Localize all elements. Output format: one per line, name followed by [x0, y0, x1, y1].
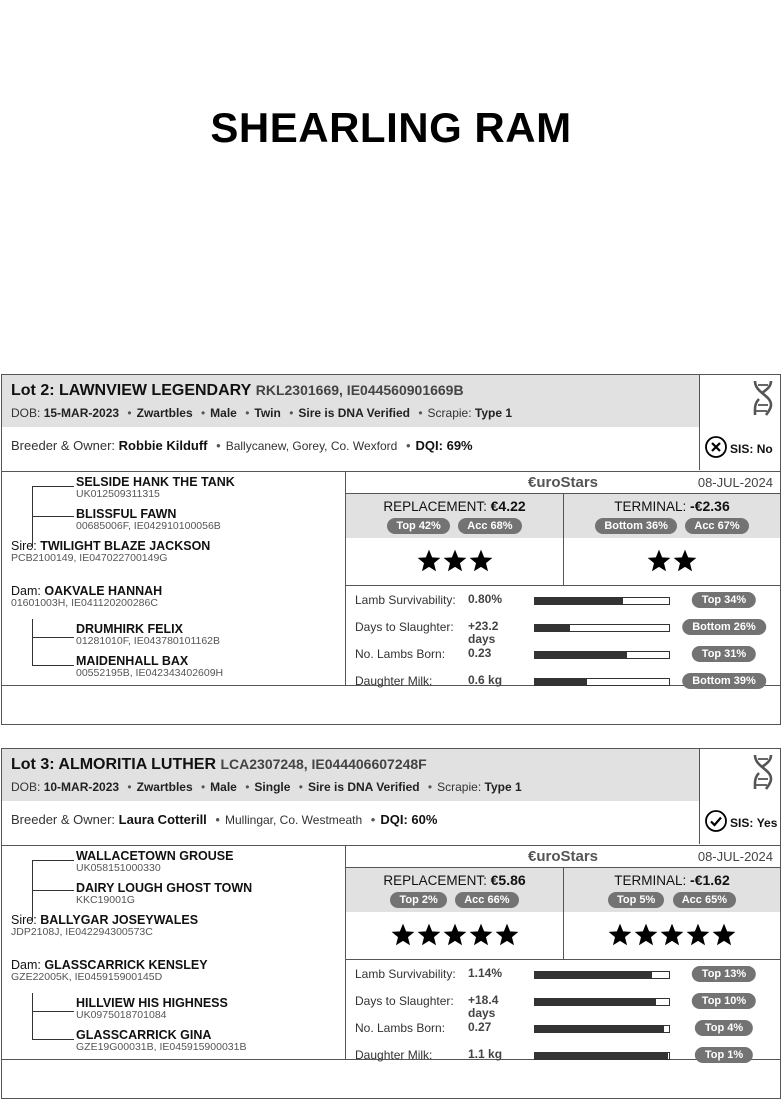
eurostars-panel [346, 846, 780, 1060]
trait-rank-badge: Top 34% [692, 592, 756, 608]
trait-rank-badge: Top 4% [695, 1020, 753, 1036]
breeder-name: Robbie Kilduff [118, 438, 208, 453]
trait-row [346, 1044, 780, 1066]
lot-card-2 [1, 748, 781, 1099]
terminal-stars [564, 538, 780, 584]
birth-type-value: Single [254, 780, 291, 794]
trait-bar [534, 624, 670, 632]
dna-status: Sire is DNA Verified [298, 406, 410, 420]
star-icon [416, 548, 442, 574]
trait-value: 0.6 kg [468, 673, 503, 687]
pedigree-sire-sire: WALLACETOWN GROUSE UK058151000330 [76, 849, 234, 874]
pedigree-sire: Sire: BALLYGAR JOSEYWALES JDP2108J, IE042294300573C [11, 913, 199, 938]
lot-meta: DOB: 15-MAR-2023 • Zwartbles • Male • Twin • Sire is DNA Verified • Scrapie: Type 1 [11, 406, 513, 420]
terminal-stars [564, 912, 780, 958]
trait-label: Days to Slaughter: [355, 994, 454, 1008]
replacement-value: €4.22 [490, 498, 526, 514]
star-icon [390, 922, 416, 948]
lot-title: Lot 2: LAWNVIEW LEGENDARY RKL2301669, IE044560901669B [11, 382, 464, 399]
terminal-acc-badge: Acc 67% [685, 518, 748, 534]
terminal-index: TERMINAL: -€2.36 Bottom 36% Acc 67% [564, 494, 780, 586]
lot-header [2, 375, 780, 472]
trait-row [346, 990, 780, 1020]
breed-value: Zwartbles [136, 780, 193, 794]
sex-value: Male [210, 406, 237, 420]
star-icon [442, 548, 468, 574]
terminal-rank-badge: Top 5% [608, 892, 664, 908]
star-icon [685, 922, 711, 948]
trait-bar-fill [535, 679, 587, 685]
trait-bar-fill [535, 999, 656, 1005]
lot-card-1 [1, 374, 781, 725]
trait-bar-fill [535, 972, 652, 978]
trait-row [346, 589, 780, 611]
dqi-value: 60% [411, 812, 438, 827]
trait-value: +18.4 days [468, 993, 499, 1020]
star-icon [659, 922, 685, 948]
pedigree-sire-sire: SELSIDE HANK THE TANK UK012509311315 [76, 475, 235, 500]
pedigree-dam-dam: GLASSCARRICK GINA GZE19G00031B, IE045915900031B [76, 1028, 247, 1053]
breed-value: Zwartbles [136, 406, 193, 420]
replacement-rank-badge: Top 2% [390, 892, 446, 908]
replacement-stars [346, 538, 563, 584]
replacement-index: REPLACEMENT: €5.86 Top 2% Acc 66% [346, 868, 564, 960]
star-icon [494, 922, 520, 948]
terminal-index: TERMINAL: -€1.62 Top 5% Acc 65% [564, 868, 780, 960]
replacement-value: €5.86 [490, 872, 526, 888]
trait-label: No. Lambs Born: [355, 1021, 446, 1035]
trait-bar [534, 597, 670, 605]
trait-bar [534, 651, 670, 659]
pedigree [2, 472, 346, 686]
pedigree-sire-dam: DAIRY LOUGH GHOST TOWN KKC19001G [76, 881, 253, 906]
breeder-location: Ballycanew, Gorey, Co. Wexford [225, 439, 398, 453]
scrapie-value: Type 1 [484, 780, 522, 794]
star-icon [711, 922, 737, 948]
trait-label: Days to Slaughter: [355, 620, 454, 634]
breeder-line: Breeder & Owner: Laura Cotterill • Mullingar, Co. Westmeath • DQI: 60% [11, 812, 438, 827]
pedigree-sire: Sire: TWILIGHT BLAZE JACKSON PCB2100149, IE047022700149G [11, 539, 211, 564]
trait-rank-badge: Top 1% [695, 1047, 753, 1063]
breeder-location: Mullingar, Co. Westmeath [224, 813, 363, 827]
terminal-acc-badge: Acc 65% [673, 892, 736, 908]
star-icon [646, 548, 672, 574]
eurostars-logo: €uroStars [527, 848, 599, 865]
trait-label: Daughter Milk: [355, 674, 433, 688]
trait-row [346, 670, 780, 692]
pedigree-dam: Dam: GLASSCARRICK KENSLEY GZE22005K, IE045915900145D [11, 958, 208, 983]
x-circle-icon [704, 435, 728, 459]
star-icon [468, 548, 494, 574]
breeder-line: Breeder & Owner: Robbie Kilduff • Ballycanew, Gorey, Co. Wexford • DQI: 69% [11, 438, 473, 453]
trait-rank-badge: Top 10% [692, 993, 756, 1009]
star-icon [672, 548, 698, 574]
sis-status: SIS: Yes [704, 809, 777, 836]
trait-bar-fill [535, 652, 627, 658]
pedigree-dam-sire: DRUMHIRK FELIX 01281010F, IE043780101162B [76, 622, 221, 647]
trait-row [346, 963, 780, 985]
lot-header [2, 749, 780, 846]
sis-status: SIS: No [704, 435, 773, 462]
trait-value: +23.2 days [468, 619, 499, 646]
replacement-stars [346, 912, 563, 958]
eurostars-date: 08-JUL-2024 [697, 849, 773, 864]
trait-bar [534, 971, 670, 979]
lot-title: Lot 3: ALMORITIA LUTHER LCA2307248, IE044406607248F [11, 756, 427, 773]
pedigree-dam-sire: HILLVIEW HIS HIGHNESS UK0975018701084 [76, 996, 228, 1021]
star-icon [442, 922, 468, 948]
star-icon [416, 922, 442, 948]
eurostars-date: 08-JUL-2024 [697, 475, 773, 490]
star-icon [468, 922, 494, 948]
dqi-value: 69% [446, 438, 473, 453]
trait-bar-fill [535, 598, 623, 604]
dob-value: 15-MAR-2023 [43, 406, 120, 420]
sis-value: No [756, 441, 773, 456]
dna-status: Sire is DNA Verified [307, 780, 420, 794]
trait-bar-fill [535, 1026, 664, 1032]
check-circle-icon [704, 809, 728, 833]
trait-rank-badge: Top 13% [692, 966, 756, 982]
replacement-acc-badge: Acc 66% [455, 892, 518, 908]
pedigree-dam-dam: MAIDENHALL BAX 00552195B, IE042343402609H [76, 654, 224, 679]
trait-label: Daughter Milk: [355, 1048, 433, 1062]
trait-bar [534, 678, 670, 686]
trait-value: 0.80% [468, 592, 503, 606]
dna-icon [750, 753, 776, 791]
trait-row [346, 1017, 780, 1039]
lot-meta: DOB: 10-MAR-2023 • Zwartbles • Male • Single • Sire is DNA Verified • Scrapie: Type 1 [11, 780, 522, 794]
trait-rank-badge: Top 31% [692, 646, 756, 662]
trait-row [346, 616, 780, 646]
trait-value: 1.1 kg [468, 1047, 503, 1061]
sis-value: Yes [756, 815, 778, 830]
trait-label: Lamb Survivability: [355, 967, 456, 981]
trait-bar-fill [535, 625, 570, 631]
eurostars-logo: €uroStars [527, 474, 599, 491]
star-icon [607, 922, 633, 948]
trait-bar [534, 1052, 670, 1060]
trait-bar-fill [535, 1053, 668, 1059]
pedigree-sire-dam: BLISSFUL FAWN 00685006F, IE042910100056B [76, 507, 221, 532]
trait-value: 0.27 [468, 1020, 492, 1034]
lot-ids: LCA2307248, IE044406607248F [220, 756, 427, 772]
breeder-name: Laura Cotterill [118, 812, 207, 827]
pedigree-dam: Dam: OAKVALE HANNAH 01601003H, IE041120200286C [11, 584, 163, 609]
terminal-rank-badge: Bottom 36% [595, 518, 677, 534]
scrapie-value: Type 1 [474, 406, 513, 420]
terminal-value: -€1.62 [690, 872, 730, 888]
trait-value: 0.23 [468, 646, 492, 660]
dob-value: 10-MAR-2023 [43, 780, 120, 794]
eurostars-panel [346, 472, 780, 686]
sex-value: Male [210, 780, 237, 794]
trait-rank-badge: Bottom 26% [682, 619, 766, 635]
dna-icon [750, 379, 776, 417]
replacement-acc-badge: Acc 68% [458, 518, 521, 534]
terminal-value: -€2.36 [690, 498, 730, 514]
trait-row [346, 643, 780, 665]
star-icon [633, 922, 659, 948]
trait-label: No. Lambs Born: [355, 647, 446, 661]
trait-rank-badge: Bottom 39% [682, 673, 766, 689]
trait-bar [534, 998, 670, 1006]
trait-label: Lamb Survivability: [355, 593, 456, 607]
birth-type-value: Twin [254, 406, 281, 420]
lot-ids: RKL2301669, IE044560901669B [255, 382, 464, 398]
trait-value: 1.14% [468, 966, 503, 980]
page-title: SHEARLING RAM [210, 104, 572, 151]
trait-bar [534, 1025, 670, 1033]
pedigree [2, 846, 346, 1060]
replacement-index: REPLACEMENT: €4.22 Top 42% Acc 68% [346, 494, 564, 586]
replacement-rank-badge: Top 42% [387, 518, 449, 534]
